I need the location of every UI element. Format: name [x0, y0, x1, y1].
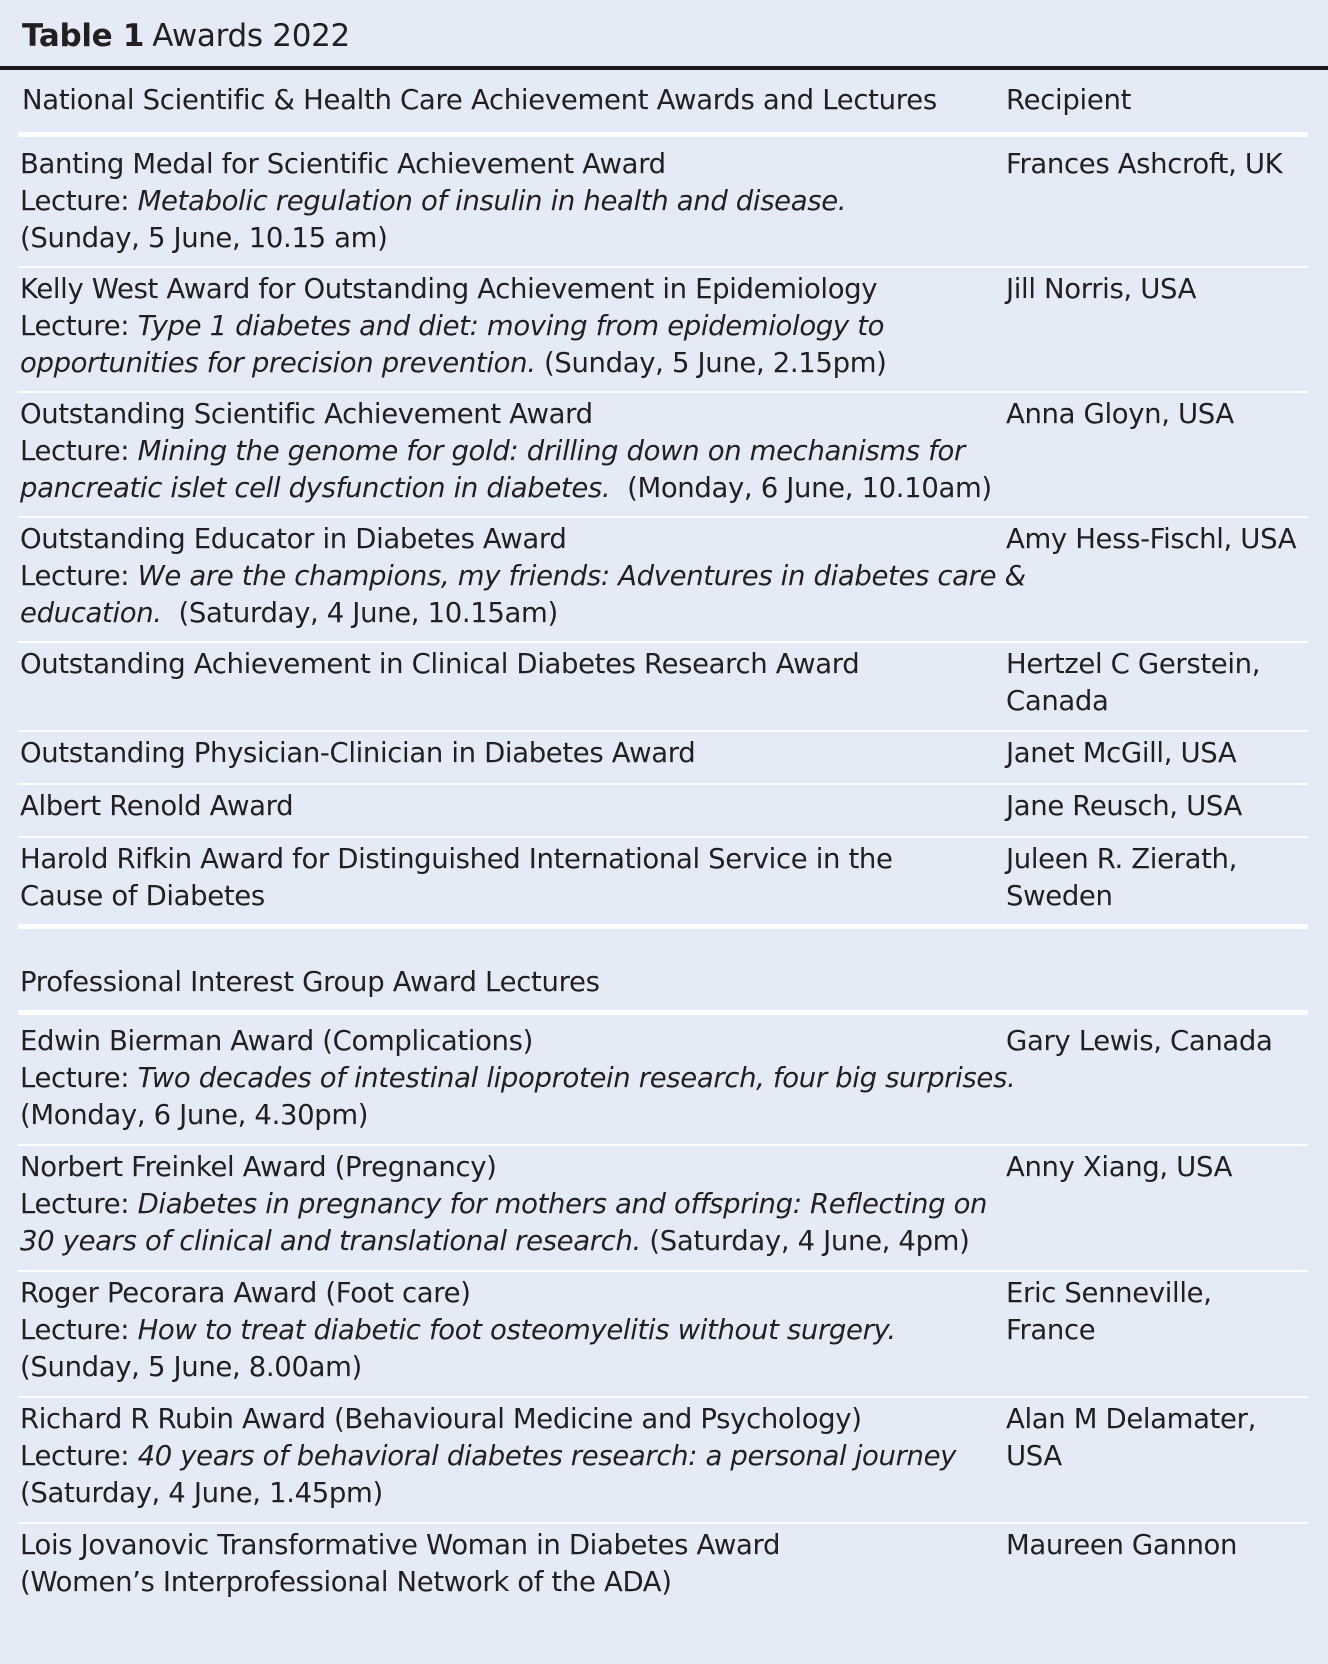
award-cell: [20, 396, 992, 507]
award-name: Roger Pecorara Award (Foot care): [20, 1277, 471, 1309]
recipient-country: USA: [1006, 1440, 1062, 1472]
recipient-cell: [1006, 1149, 1306, 1186]
header-recipient: Recipient: [1006, 84, 1132, 116]
lecture-title-cont: pancreatic islet cell dysfunction in diabetes.: [20, 472, 611, 504]
award-name: Norbert Freinkel Award (Pregnancy): [20, 1151, 497, 1183]
award-name-cont: Cause of Diabetes: [20, 880, 265, 912]
row-divider: [18, 1144, 1308, 1146]
lecture-time: (Saturday, 4 June, 10.15am): [161, 597, 558, 629]
row-divider: [18, 1396, 1308, 1398]
lecture-title-cont: 30 years of clinical and translational research.: [20, 1225, 641, 1257]
recipient-cell: [1006, 146, 1306, 183]
recipient-cell: [1006, 521, 1306, 558]
award-name: Outstanding Scientific Achievement Award: [20, 398, 593, 430]
award-cell: [20, 788, 970, 825]
recipient-country: Canada: [1006, 685, 1109, 717]
lecture-time: (Sunday, 5 June, 10.15 am): [20, 222, 388, 254]
row-divider: [18, 783, 1308, 785]
award-cell: [20, 735, 970, 772]
table-title-bar: [0, 0, 1328, 66]
award-name: Outstanding Educator in Diabetes Award: [20, 523, 567, 555]
lecture-title: Type 1 diabetes and diet: moving from epidemiology to: [137, 310, 885, 342]
lecture-time: (Saturday, 4 June, 4pm): [640, 1225, 970, 1257]
recipient-cell: [1006, 1401, 1306, 1475]
lecture-title: Metabolic regulation of insulin in health and disease.: [137, 185, 847, 217]
recipient-cell: [1006, 841, 1306, 915]
row-divider: [18, 641, 1308, 643]
award-cell: [20, 1275, 970, 1386]
table-header-row: [0, 70, 1328, 134]
lecture-prefix: Lecture:: [20, 185, 138, 217]
table-title: [22, 18, 350, 54]
row-divider: [18, 1270, 1308, 1272]
award-name-cont: (Women’s Interprofessional Network of the ADA): [20, 1566, 672, 1598]
recipient-cell: [1006, 788, 1306, 825]
lecture-prefix: Lecture:: [20, 435, 138, 467]
row-divider: [18, 266, 1308, 268]
recipient-name: Maureen Gannon: [1006, 1529, 1238, 1561]
award-name: Lois Jovanovic Transformative Woman in Diabetes Award: [20, 1529, 781, 1561]
lecture-prefix: Lecture:: [20, 1062, 138, 1094]
row-divider: [18, 516, 1308, 518]
table-label: Table 1: [22, 18, 145, 54]
award-cell: [20, 1401, 970, 1512]
award-name: Banting Medal for Scientific Achievement Award: [20, 148, 666, 180]
lecture-title-cont: education.: [20, 597, 162, 629]
lecture-prefix: Lecture:: [20, 560, 138, 592]
recipient-cell: [1006, 1023, 1306, 1060]
row-divider: [18, 836, 1308, 838]
recipient-name: Gary Lewis, Canada: [1006, 1025, 1273, 1057]
recipient-name: Anny Xiang, USA: [1006, 1151, 1233, 1183]
section-title-rule: [18, 1010, 1308, 1015]
recipient-name: Anna Gloyn, USA: [1006, 398, 1234, 430]
lecture-time: (Monday, 6 June, 4.30pm): [20, 1099, 369, 1131]
lecture-prefix: Lecture:: [20, 1188, 138, 1220]
recipient-name: Jane Reusch, USA: [1006, 790, 1242, 822]
award-name: Harold Rifkin Award for Distinguished International Service in the: [20, 843, 893, 875]
award-name: Outstanding Achievement in Clinical Diabetes Research Award: [20, 648, 860, 680]
lecture-title: Mining the genome for gold: drilling down on mechanisms for: [137, 435, 965, 467]
recipient-cell: [1006, 646, 1306, 720]
award-name: Richard R Rubin Award (Behavioural Medicine and Psychology): [20, 1403, 862, 1435]
row-divider: [18, 730, 1308, 732]
lecture-time: (Sunday, 5 June, 2.15pm): [535, 347, 887, 379]
section-rule: [18, 924, 1308, 929]
lecture-time: (Sunday, 5 June, 8.00am): [20, 1351, 362, 1383]
award-cell: [20, 646, 970, 683]
lecture-prefix: Lecture:: [20, 1314, 138, 1346]
recipient-cell: [1006, 735, 1306, 772]
recipient-name: Alan M Delamater,: [1006, 1403, 1256, 1435]
award-cell: [20, 271, 970, 382]
lecture-title-cont: opportunities for precision prevention.: [20, 347, 536, 379]
recipient-cell: [1006, 396, 1306, 433]
award-name: Edwin Bierman Award (Complications): [20, 1025, 533, 1057]
award-name: Kelly West Award for Outstanding Achievement in Epidemiology: [20, 273, 878, 305]
section-title: Professional Interest Group Award Lectures: [20, 966, 600, 998]
lecture-prefix: Lecture:: [20, 310, 138, 342]
award-name: Outstanding Physician-Clinician in Diabetes Award: [20, 737, 696, 769]
recipient-country: France: [1006, 1314, 1096, 1346]
award-name: Albert Renold Award: [20, 790, 294, 822]
award-cell: [20, 521, 1026, 632]
header-rule: [18, 132, 1308, 137]
lecture-title: Two decades of intestinal lipoprotein research, four big surprises.: [137, 1062, 1016, 1094]
recipient-name: Hertzel C Gerstein,: [1006, 648, 1261, 680]
row-divider: [18, 1522, 1308, 1524]
recipient-name: Frances Ashcroft, UK: [1006, 148, 1283, 180]
recipient-name: Janet McGill, USA: [1006, 737, 1237, 769]
lecture-title: How to treat diabetic foot osteomyelitis without surgery.: [137, 1314, 896, 1346]
row-divider: [18, 391, 1308, 393]
award-cell: [20, 1023, 1016, 1134]
lecture-time: (Monday, 6 June, 10.10am): [610, 472, 992, 504]
award-cell: [20, 146, 970, 257]
award-cell: [20, 1149, 988, 1260]
header-award: National Scientific & Health Care Achievement Awards and Lectures: [22, 84, 937, 116]
lecture-title: We are the champions, my friends: Adventures in diabetes care &: [137, 560, 1026, 592]
recipient-cell: [1006, 1275, 1306, 1349]
award-cell: [20, 1527, 970, 1601]
recipient-name: Eric Senneville,: [1006, 1277, 1212, 1309]
recipient-name: Jill Norris, USA: [1006, 273, 1197, 305]
lecture-title: Diabetes in pregnancy for mothers and offspring: Reflecting on: [137, 1188, 988, 1220]
lecture-time: (Saturday, 4 June, 1.45pm): [20, 1477, 383, 1509]
recipient-cell: [1006, 1527, 1306, 1564]
table-title-text: Awards 2022: [152, 18, 350, 54]
lecture-prefix: Lecture:: [20, 1440, 138, 1472]
recipient-country: Sweden: [1006, 880, 1113, 912]
recipient-cell: [1006, 271, 1306, 308]
recipient-name: Amy Hess-Fischl, USA: [1006, 523, 1297, 555]
recipient-name: Juleen R. Zierath,: [1006, 843, 1238, 875]
award-cell: [20, 841, 970, 915]
lecture-title: 40 years of behavioral diabetes research: a personal journey: [137, 1440, 957, 1472]
